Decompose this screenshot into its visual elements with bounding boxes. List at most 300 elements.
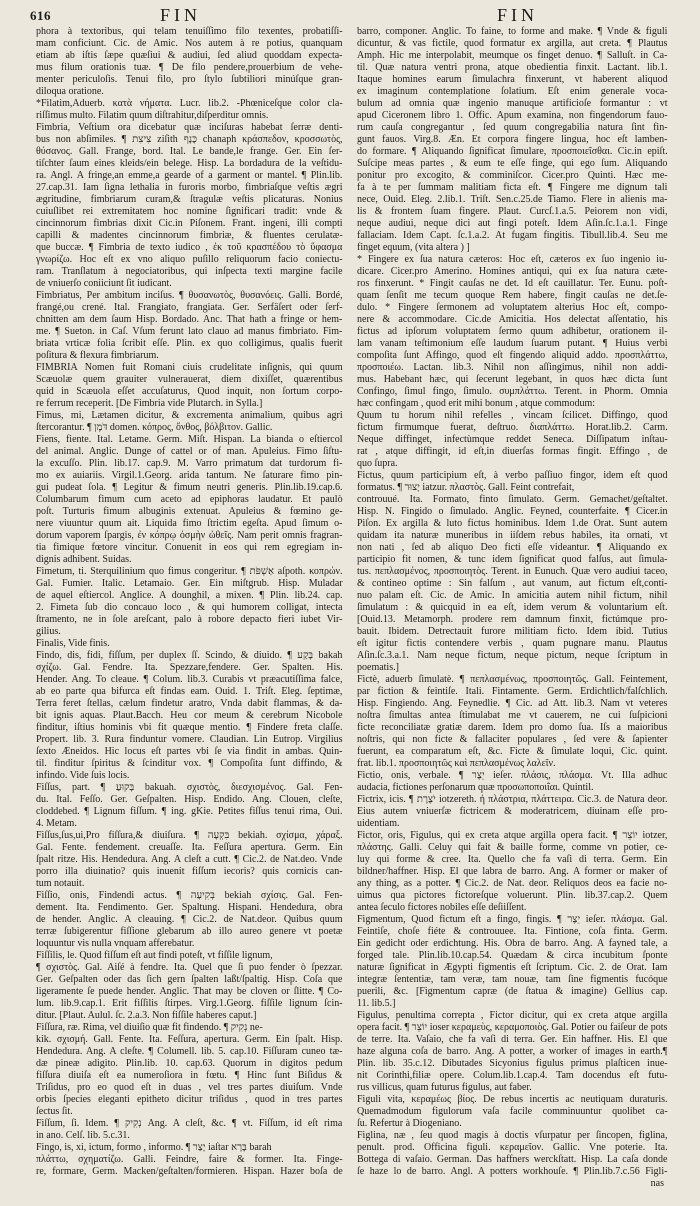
line-text: quo ſupra. bbox=[357, 458, 398, 469]
line-text: ros finxerunt. * Fingit cauſas ne det. Id eſt cauillatur. Ter. Eunu. poſt- bbox=[357, 278, 668, 289]
text-line bbox=[357, 842, 668, 854]
line-text: penult. prod. Officina figuli. κεραμεῖον. Gallic. Vne poterie. Ita. bbox=[357, 1142, 668, 1153]
text-line bbox=[36, 1130, 343, 1142]
line-text: fuerunt, ea comparatum eſt, &c. Ficte & ſimulate loqui, Cic. quint. bbox=[357, 746, 668, 757]
line-text: 11. lib.5.] bbox=[357, 998, 396, 1009]
line-text: 2. Fimeta ſub dio concauo loco , & qui humorem colligat, intecta bbox=[36, 602, 343, 613]
line-text: barro, componer. Anglic. To faine, to forme and make. ¶ Vnde & figuli bbox=[357, 26, 668, 37]
text-line bbox=[36, 110, 343, 122]
line-text: nit Corinthi,filiæ opere. Colum.lib.1.cap.4. Tam docendus eſt futu- bbox=[357, 1070, 668, 1081]
text-line bbox=[357, 1046, 668, 1058]
text-line bbox=[357, 206, 668, 218]
line-text: porro illa diuinatio? quis inuenit fiſſum iecoris? quis cornicis can- bbox=[36, 866, 343, 877]
line-text: dicare. Cicer.pro Amerino. Homines antiqui, qui ex ſua natura cæte- bbox=[357, 266, 668, 277]
line-text: lum. lib.9.cap.1. Erit fiſſilis ſtirpes. Virg.1.Georg. fiſſile lignum ſcin- bbox=[36, 998, 343, 1009]
text-line bbox=[357, 374, 668, 386]
line-text: gui pudeat ſola. ¶ Legitur & fimum neutri generis. Plin.lib.19.cap.6. bbox=[36, 482, 343, 493]
line-text: fallaciam. Idem Capt. ſc.1.a.2. At fugam fingitis. Tibull.lib.4. Seu me bbox=[357, 230, 668, 241]
line-text: Fictrix, icis. ¶ יֹצֶרֶת iotzereth. ἡ πλάστρια, πλάττειρα. Cic.3. de Natura deor. bbox=[357, 794, 668, 805]
text-line bbox=[36, 782, 343, 794]
text-line bbox=[357, 1166, 668, 1178]
line-text: Fiſſum, ſi. Idem. ¶ נְקִיק Ang. A cleſt, &c. ¶ vt. Fiſſum, id eſt rima bbox=[36, 1118, 343, 1129]
line-text: Fiſſura, ræ. Rima, vel diuiſio quæ fit findendo. ¶ נְקִיק ne- bbox=[36, 1022, 263, 1033]
text-line bbox=[357, 1130, 668, 1142]
text-line bbox=[36, 446, 343, 458]
text-line bbox=[357, 686, 668, 698]
line-text: quidam ita naturæ muneribus in iiſdem rebus habiles, ita ornati, vt bbox=[357, 530, 668, 541]
text-line bbox=[36, 1010, 343, 1022]
text-line bbox=[357, 446, 668, 458]
text-line bbox=[357, 698, 668, 710]
text-line bbox=[36, 230, 343, 242]
line-text: integræ ſententiæ, tam veræ, tam nouæ, tam ſine figmentis fucóque bbox=[357, 974, 668, 985]
line-text: luy qui forme & cree. Ita. Quello che fa vaſi di terra. Germ. Ein bbox=[357, 854, 668, 865]
line-text: dement. Ita. Fendimento. Ger. Spaltung. Hispani. Hendedura, obra bbox=[36, 902, 343, 913]
text-line bbox=[357, 806, 668, 818]
line-text: Scæuolæ quem grauiter vulnerauerat, diem dixiſſet, quærentibus bbox=[36, 374, 343, 385]
line-text: fiſſura diuiſa eſt ea numeroſiora in fœtu. ¶ Hinc ſunt Biſidus & bbox=[36, 1070, 343, 1081]
text-line bbox=[357, 74, 668, 86]
line-text: Fiſſus, part. ¶ בָּקוּעַ bakuah. σχιστὸς, διεσχισμένος. Gal. Fen- bbox=[36, 782, 343, 793]
text-line bbox=[36, 806, 343, 818]
text-line bbox=[36, 530, 343, 542]
line-text: non nati , ſed ab aliquo Deo ficti eſſe videantur. ¶ Aliquando ex bbox=[357, 542, 668, 553]
line-text: ra. Angl. A fringe,an emme,a gearde of a garment or mantel. ¶ Plin.lib. bbox=[36, 170, 343, 181]
line-text: cuiuſlibet rei extremitatem hoc nomine ſignificari tradit: vnde & bbox=[36, 206, 343, 217]
line-text: mus. Habebant hæc, qui ſecerunt legebant, in quos hæc dicta ſunt bbox=[357, 374, 668, 385]
line-text: gilius. bbox=[36, 626, 61, 637]
line-text: Triſidus, pro eo quod eſt in duas , vel tres partes diuiſum. Vnde bbox=[36, 1082, 343, 1093]
line-text: cincinnorum fimbrias dixit Cic.in Piſonem. Frant. ingeni, illi compti bbox=[36, 218, 343, 229]
text-line bbox=[357, 242, 668, 254]
text-line bbox=[357, 794, 668, 806]
text-line bbox=[357, 650, 668, 662]
text-line bbox=[36, 590, 343, 602]
line-text: etiam ab iſtis ſæpe quæſiui & audiui, ſed aliud quoddam expecta- bbox=[36, 50, 343, 61]
line-text: riſſimus multo. Filatim quum diſtrahitur,diſperditur omnis. bbox=[36, 110, 269, 121]
text-line bbox=[36, 122, 343, 134]
text-line bbox=[36, 1022, 343, 1034]
text-line bbox=[357, 482, 668, 494]
text-line bbox=[357, 554, 668, 566]
line-text: ſectus ſit. bbox=[36, 1106, 73, 1117]
line-text: diloqua oratione. bbox=[36, 86, 104, 97]
line-text: neque audiui, neque dici aut fingi poteſt. Idem Aſin.ſc.1.a.1. Finge bbox=[357, 218, 668, 229]
text-line bbox=[357, 326, 668, 338]
text-line bbox=[36, 278, 343, 290]
text-line bbox=[357, 230, 668, 242]
line-text: πλάστης. Galli. Celuy qui fait & baille forme, comme vn potier, ce- bbox=[357, 842, 668, 853]
text-line bbox=[36, 542, 343, 554]
line-text: Feintiſe, choſe fiéte & controuuee. Ita. Fintione, coſa finta. Germ. bbox=[357, 926, 668, 937]
page-number: 616 bbox=[30, 8, 51, 23]
line-text: Hisp. N. Fingido o ſimulado. Anglic. Feyned, counterfaite. ¶ Cicer.in bbox=[357, 506, 668, 517]
text-line bbox=[36, 1166, 343, 1178]
line-text: me. ¶ Sueton. in Caſ. Vſum ferunt lato clauo ad manus fimbriato. Fim- bbox=[36, 326, 343, 337]
line-text: apud Ciceronem libro 1. Offic. Apum examina, non fingendorum fauo- bbox=[357, 110, 668, 121]
line-text: Eius autem vniuerſæ fictricem & moderatricem, diuinam eſſe pro- bbox=[357, 806, 668, 817]
text-line bbox=[36, 650, 343, 662]
line-text: ponitur pro excogito, & comminiſcor. Cicer.pro Quinti. Hæc me- bbox=[357, 170, 668, 181]
line-text: προσποιέω. Lactan. lib.3. Nihil non aſſingimus, nihil non addi- bbox=[357, 362, 668, 373]
text-line bbox=[36, 986, 343, 998]
line-text: poſt. Turturis fimum albuginis extenuat. Apuleius & fœmino ge- bbox=[36, 506, 343, 517]
text-line bbox=[36, 770, 343, 782]
text-line bbox=[36, 1154, 343, 1166]
line-text: re, formare, Germ. Macken/geſtalten/formieren. Hispan. Hazer boſa de bbox=[36, 1166, 343, 1177]
line-text: dicuntur, & vas fictile, quod formatur ex argilla, aut creta. ¶ Plautus bbox=[357, 38, 668, 49]
line-text: la excuſſo. Plin. lib.17. cap.9. M. Varro primatum dat turdorum fi- bbox=[36, 458, 343, 469]
line-text: 27.cap.31. Iam ſigna lethalia in furoris morbo, fimbriaſque veſtis ægri bbox=[36, 182, 343, 193]
left-column bbox=[36, 26, 343, 1178]
line-text: Amph. Hic me interpolabit, meumque os finget denuo. ¶ Salluſt. in Ca- bbox=[357, 50, 668, 61]
text-line bbox=[357, 734, 668, 746]
text-line bbox=[357, 158, 668, 170]
line-text: fictus ad ipſorum voluptatem ſermo quum adhibetur, orationem il- bbox=[357, 326, 668, 337]
line-text: Figuli vita, κεραμέως βίος. De rebus incertis ac neutiquam duraturis. bbox=[357, 1094, 668, 1105]
line-text: Itaque homines earum ſimulachra finxerunt, vt haberent aliquod bbox=[357, 74, 668, 85]
text-line bbox=[357, 1022, 668, 1034]
text-line bbox=[36, 866, 343, 878]
text-line bbox=[36, 434, 343, 446]
text-line bbox=[36, 746, 343, 758]
text-line bbox=[36, 194, 343, 206]
text-line bbox=[36, 506, 343, 518]
text-line bbox=[36, 242, 343, 254]
line-text: opera facit. ¶ יוֹצֵר ioser κεραμεὺς, κεραμοποιὸς. Gal. Potier ou faiſeur de pots bbox=[357, 1022, 668, 1033]
line-text: chnitten am dem ſaum Hisp. Bordado. Anc. That hath a fringe or hem- bbox=[36, 314, 343, 325]
text-line bbox=[357, 746, 668, 758]
text-line bbox=[357, 302, 668, 314]
text-line bbox=[357, 50, 668, 62]
line-text: Quemadmodum figulorum vaſa facile comminuuntur quolibet ca- bbox=[357, 1106, 668, 1117]
text-line bbox=[357, 722, 668, 734]
line-text: Columbarum fimum cum aceto ad epiphoras laudatur. Et paulò bbox=[36, 494, 343, 505]
line-text: Piſon. Ex argilla & luto fictus hominibus. Idem 1.de Orat. Sunt autem bbox=[357, 518, 668, 529]
text-line bbox=[357, 494, 668, 506]
text-line bbox=[357, 434, 668, 446]
text-line bbox=[36, 554, 343, 566]
line-text: ſtercorantur. ¶ דֹּמֶן domen. κόπρος, ὄνθος, βόλβιτον. Gallic. bbox=[36, 422, 273, 433]
line-text: frangé,ou crené. Ital. Frangiato, frangiata. Ger. Serfäſert oder ſerf- bbox=[36, 302, 343, 313]
line-text: bauit. Ibidem. Detrectauit furore militiam ficto. Idem ibid. Tutius bbox=[357, 626, 668, 637]
text-line bbox=[357, 854, 668, 866]
text-line bbox=[36, 182, 343, 194]
line-text: tus. πεπλασμένος, προσποιητὸς. Terent. in Eunuch. Quæ vero audiui taceo, bbox=[357, 566, 668, 577]
line-text: de terre. Ita. Vaſaio, che fa vaſi di terra. Ger. Ein haffner. His. El que bbox=[357, 1034, 668, 1045]
line-text: Gal. Fumier. Italic. Letamaio. Ger. Ein miſtgrub. Hisp. Muladar bbox=[36, 578, 343, 589]
text-line bbox=[36, 878, 343, 890]
text-line bbox=[36, 38, 343, 50]
line-text: Fiens, fiente. Ital. Letame. Germ. Miſt. Hispan. La bianda o eſtiercol bbox=[36, 434, 343, 445]
text-line bbox=[36, 218, 343, 230]
text-line bbox=[36, 722, 343, 734]
line-text: forged tale. Plin.lib.10.cap.54. Quædam & circa incubitum ſponte bbox=[357, 950, 668, 961]
line-text: audacia, fictiones perſonarum quæ προσωποποιΐαι. Quintil. bbox=[357, 782, 594, 793]
text-line bbox=[36, 926, 343, 938]
text-line bbox=[357, 962, 668, 974]
line-text: dulo. * Fingere ſermonem ad voluptatem alterius Hoc eſt, compo- bbox=[357, 302, 668, 313]
text-line bbox=[36, 1106, 343, 1118]
line-text: Figlina, næ , ſeu quod magis à doctis vſurpatur per ſincopen, figlina, bbox=[357, 1130, 668, 1141]
line-text: Fictè, aduerb ſimulatè. ¶ πεπλασμένως, προσποιητῶς. Gall. Feintement, bbox=[357, 674, 668, 685]
line-text: til. Quæ natura ventri prona, atque obedientia finxit. Lactant. lib.1. bbox=[357, 62, 668, 73]
line-text: Quum tu horum nihil refelles , vincam ſcilicet. Diffingo, quod bbox=[357, 410, 668, 421]
text-line bbox=[357, 602, 668, 614]
line-text: gunt fauos. Virg.8. Æn. Et corpora fingere lingua, hoc eſt lamben- bbox=[357, 134, 668, 145]
line-text: fictum firmumque fuerat, deſtruo. διαπλάττω. Horat.lib.2. Carm. bbox=[357, 422, 668, 433]
line-text: mo ex auiariis. Virgil.1.Georg. arida tantum. Ne ſaturare fimo pin- bbox=[36, 470, 343, 481]
line-text: Suſcipe meas partes , & eum te eſſe finge, qui ego ſum. Aliquando bbox=[357, 158, 668, 169]
text-line bbox=[36, 386, 343, 398]
line-text: ab eo parte qua bifurca eſt findas eam. Ouid. 1. Triſt. Eleg. ſeptimæ, bbox=[36, 686, 343, 697]
text-line bbox=[36, 206, 343, 218]
text-line bbox=[357, 926, 668, 938]
text-line bbox=[357, 758, 668, 770]
text-line bbox=[357, 314, 668, 326]
line-text: compoſita ſunt Affingo, quod eſt fingendo aliquid addo. προσπλάττω, bbox=[357, 350, 668, 361]
text-line bbox=[36, 674, 343, 686]
line-text: ¶ σχιστὸς. Gal. Aiſé à fendre. Ita. Quel que ſi puo fender ò ſpezzar. bbox=[36, 962, 343, 973]
line-text: θύσανος. Gall. Frange, bord. Ital. Le bande,le frange. Ger. Ein ſer- bbox=[36, 146, 343, 157]
text-line bbox=[357, 938, 668, 950]
line-text: Fiſſilis, le. Quod fiſſum eſt aut findi poteſt, vt fiſſile lignum, bbox=[36, 950, 273, 961]
line-text: Ein gedicht oder erdichtung. His. Obra de barro. Ang. A fayned tale, a bbox=[357, 938, 668, 949]
line-text: mam conficiunt. Cic. de Amic. Nos autem à re potius, quanquam bbox=[36, 38, 343, 49]
text-line bbox=[357, 914, 668, 926]
text-line bbox=[357, 506, 668, 518]
line-text: antea ſeculo fictores nobiles eſſe deſiiſſent. bbox=[357, 902, 527, 913]
line-text: Fictor, oris, Figulus, qui ex creta atque argilla opera facit. ¶ יוֹצֵר iotzer, bbox=[357, 830, 668, 841]
text-line bbox=[36, 1070, 343, 1082]
text-line bbox=[36, 626, 343, 638]
text-line bbox=[357, 122, 668, 134]
running-head-right: FIN bbox=[497, 5, 539, 25]
line-text: Hisp. Fingiendo. Ang. Feynedlie. ¶ Cic. ad Att. lib.3. Nam vt veteres bbox=[357, 698, 668, 709]
text-line bbox=[357, 266, 668, 278]
text-line bbox=[357, 410, 668, 422]
line-text: mus filum orationis tuæ. ¶ De filo pendere,prouerbium de vehe- bbox=[36, 62, 343, 73]
line-text: Fimetum, ti. Sterquilinium quo fimus congeritur. ¶ אַשְׁפֹּת aſpoth. κοπρών. bbox=[36, 566, 343, 577]
text-line bbox=[36, 854, 343, 866]
line-text: nece, Ouid. Eleg. 2.lib.1. Triſt. Sen.c.25.de Tiamo. Flere in alienis ma- bbox=[357, 194, 668, 205]
text-line bbox=[357, 782, 668, 794]
line-text: tia fimique fœtore vincitur. Conuenit in eos qui rem egregiam in- bbox=[36, 542, 343, 553]
text-line bbox=[357, 590, 668, 602]
line-text: *Filatim,Aduerb. κατὰ νήματα. Lucr. lib.2. -Phœniceſque color cla- bbox=[36, 98, 343, 109]
line-text: infindo. Vide ſuis locis. bbox=[36, 770, 130, 781]
text-line bbox=[36, 362, 343, 374]
line-text: poematis.] bbox=[357, 662, 399, 673]
text-line bbox=[357, 278, 668, 290]
line-text: de aquel eſtiercol. Anglice. A dounghil, a mixen. ¶ Plin. lib.24. cap. bbox=[36, 590, 343, 601]
line-text: de vniuerſo coniiciunt ſit iudicant. bbox=[36, 278, 172, 289]
text-line bbox=[36, 1118, 343, 1130]
text-line bbox=[357, 950, 668, 962]
line-text: ſe haze lo de barro. Angl. A potters workhouſe. ¶ Plin.lib.7.c.56 Figli- bbox=[357, 1166, 668, 1177]
text-line bbox=[357, 1154, 668, 1166]
text-line bbox=[357, 62, 668, 74]
text-line bbox=[357, 626, 668, 638]
line-text: Neque diffinget, infectùmque reddet Seneca. Diſſipatum inſtau- bbox=[357, 434, 668, 445]
line-text: capilli & madentes cincinnorum fimbriæ, & fluentes cerulatæ- bbox=[36, 230, 343, 241]
line-text: bildner/haffner. Hisp. El que labra de barro. Ang. A former or maker of bbox=[357, 866, 668, 877]
line-text: fa à te per ſummam malitiam ficta eſt. ¶ Fingere me dignum tali bbox=[357, 182, 668, 193]
text-line bbox=[357, 1106, 668, 1118]
line-text: re ferrum receperit. [De Fimbria vide Plutarch. in Sylla.] bbox=[36, 398, 263, 409]
line-text: [Ouid.13. Metamorph. prodere rem damnum finxit, fictúmque pro- bbox=[357, 614, 668, 625]
text-line bbox=[36, 314, 343, 326]
line-text: bulum ad omnia quæ ingenio manuque artificioſe formantur : vt bbox=[357, 98, 668, 109]
text-line bbox=[36, 1082, 343, 1094]
line-text: dignis adhibent. Suidas. bbox=[36, 554, 132, 565]
text-line bbox=[36, 638, 343, 650]
text-line bbox=[357, 1070, 668, 1082]
line-text: noſtris, qui non ficte & fallaciter populares , ſed vere & ſapienter bbox=[357, 734, 668, 745]
text-line bbox=[36, 158, 343, 170]
line-text: uidentiam. bbox=[357, 818, 400, 829]
text-line bbox=[36, 266, 343, 278]
line-text: Finalis, Vide finis. bbox=[36, 638, 110, 649]
line-text: bit ignis aquas. Plaut.Bacch. Heu cor meum & cerebrum Nicobole bbox=[36, 710, 343, 721]
text-line bbox=[357, 866, 668, 878]
line-text: ficte reconciliatæ gratiæ darem. Idem pro domo ſua. Iſs a maioribus bbox=[357, 722, 668, 733]
line-text: dæ pineæ adigito. Plin.lib. 10. cap.63. Quorum in digitos pedum bbox=[36, 1058, 343, 1069]
text-line bbox=[357, 254, 668, 266]
right-column bbox=[357, 26, 668, 1190]
line-text: σχίζω. Gal. Fendre. Ita. Spezzare,fendere. Ger. Spalten. His. bbox=[36, 662, 343, 673]
line-text: Figmentum, Quod fictum eſt a fingo, fingis. ¶ יֵצֶר ieſer. πλάσμα. Gal. bbox=[357, 914, 668, 925]
text-line bbox=[36, 326, 343, 338]
text-line bbox=[357, 38, 668, 50]
text-line bbox=[357, 110, 668, 122]
text-line bbox=[36, 974, 343, 986]
text-line bbox=[36, 578, 343, 590]
text-line bbox=[36, 914, 343, 926]
running-head-left: FIN bbox=[160, 5, 202, 25]
text-line bbox=[357, 1058, 668, 1070]
line-text: uimus qua pictores fictoreſque voluerunt. Plin. lib.37.cap.2. Quem bbox=[357, 890, 668, 901]
line-text: ſtramento, ne in ſole areſcant, palo à robore depacto fieri iubet Vir- bbox=[36, 614, 343, 625]
text-line bbox=[36, 890, 343, 902]
text-line bbox=[357, 1034, 668, 1046]
text-line bbox=[357, 386, 668, 398]
text-line bbox=[36, 146, 343, 158]
line-text: finget equum, (vita altera ) ] bbox=[357, 242, 470, 253]
line-text: Findo, dis, fidi, fiſſum, per duplex ſſ. Scindo, & diuido. ¶ בָּקַע bakah bbox=[36, 650, 343, 661]
line-text: quid in Scæuola eſſet accuſaturus, Quod inquit, non ſortum corpo- bbox=[36, 386, 343, 397]
text-line bbox=[357, 1082, 668, 1094]
text-line bbox=[357, 194, 668, 206]
line-text: ſexto Æneidos. Hic locus eſt partes vbi ſe via findit in ambas. Quin- bbox=[36, 746, 343, 757]
line-text: do formare. ¶ Aliquando ſignificat ſimulare, προσποιεῖσθαι. Cic.in epiſt. bbox=[357, 146, 668, 157]
line-text: du. Ital. Feſſo. Ger. Geſpalten. Hisp. Endido. Ang. Clouen, cleſte, bbox=[36, 794, 343, 805]
text-line bbox=[357, 26, 668, 38]
line-text: ex imaginum contemplatione ſolatium. Eſt enim generale voca- bbox=[357, 86, 668, 97]
line-text: Figulus, penultima correpta , Fictor dicitur, qui ex creta atque argilla bbox=[357, 1010, 668, 1021]
line-text: rat , atque diffingit, id eſt,in diuerſas formas fingit. Effingo , de bbox=[357, 446, 668, 457]
line-text: Fictus, quum participium eſt, à verbo paſſiuo fingor, idem eſt quod bbox=[357, 470, 668, 481]
line-text: ægritudine, fimbriarum curam,& ſtragulæ veſtis plicaturas. Nonius bbox=[36, 194, 343, 205]
line-text: de hender. Anglic. A cleauing. ¶ Cic.2. de Nat.deor. Quibus quum bbox=[36, 914, 343, 925]
line-text: Fictio, onis, verbale. ¶ יֵצֶר ieſer. πλάσις, πλάσμα. Vt. Illa adhuc bbox=[357, 770, 668, 781]
line-text: rus villicus, quam futurus figulus, aut faber. bbox=[357, 1082, 532, 1093]
line-text: tum notauit. bbox=[36, 878, 85, 889]
text-line bbox=[36, 50, 343, 62]
text-line bbox=[357, 638, 668, 650]
text-line bbox=[36, 254, 343, 266]
line-text: Fiſſio, onis, Findendi actus. ¶ בְּקִיעָה bekiah σχίσις. Gal. Fen- bbox=[36, 890, 343, 901]
text-line bbox=[357, 98, 668, 110]
line-text: ligeramente ſe puede hender. Anglic. That may be cloven or ſlitte. ¶ Co- bbox=[36, 986, 343, 997]
text-line bbox=[36, 698, 343, 710]
text-line bbox=[36, 1142, 343, 1154]
text-line bbox=[36, 1046, 343, 1058]
text-line bbox=[36, 902, 343, 914]
text-line bbox=[36, 74, 343, 86]
line-text: del animal. Anglic. Dunge of cattel or of man. Apuleius. Fimo ſiſtu- bbox=[36, 446, 343, 457]
text-line bbox=[357, 86, 668, 98]
text-line bbox=[36, 1094, 343, 1106]
text-line bbox=[36, 374, 343, 386]
line-text: Plin. lib. 35.c.12. Dibutades Sicyonius figulus primus plaſticen inue- bbox=[357, 1058, 668, 1069]
text-line bbox=[36, 458, 343, 470]
text-line bbox=[36, 470, 343, 482]
text-line bbox=[36, 26, 343, 38]
line-text: * Fingere ex ſua natura cæteros: Hoc eſt, cæteros ex ſuo ingenio iu- bbox=[357, 254, 668, 265]
line-text: ſu. Refertur à Diogeniano. bbox=[357, 1118, 462, 1129]
text-line bbox=[357, 974, 668, 986]
line-text: formatus. ¶ יָצוּר iatzur. πλαστὸς. Gall. Feint contrefait, bbox=[357, 482, 575, 493]
line-text: finditur, iſtius hominis vbi fit quæque mentio. ¶ Findere freta claſſe. bbox=[36, 722, 343, 733]
text-line bbox=[357, 1118, 668, 1130]
text-line bbox=[357, 362, 668, 374]
text-line bbox=[357, 530, 668, 542]
line-text: que buccæ. ¶ Fimbria de texto iudico , ἐκ τοῦ κρασπέδου τὸ ὕφασμα bbox=[36, 242, 343, 253]
line-text: nere viuuntur quum ait. Liquida fimo ſtrictim egeſta. Apud ſimum o- bbox=[36, 518, 343, 529]
text-line bbox=[36, 602, 343, 614]
line-text: πλάττω, σχηματίζω. Galli. Feindre, faire & former. Ita. Finge- bbox=[36, 1154, 343, 1165]
line-text: Hendedura. Ang. A cleſte. ¶ Columell. lib. 5. cap.10. Fiſſuram cuneo tæ- bbox=[36, 1046, 343, 1057]
line-text: haze alguna coſa de barro. Ang. A potter, a worker of images in earth.¶ bbox=[357, 1046, 668, 1057]
line-text: controuué. Ita. Formato, finto ſimulato. Germ. Gemachet/geſtaltet. bbox=[357, 494, 668, 505]
text-line bbox=[36, 62, 343, 74]
text-line bbox=[357, 470, 668, 482]
text-line bbox=[357, 398, 668, 410]
text-line bbox=[357, 998, 668, 1010]
line-text: Fimbriatus, Per ambitum inciſus. ¶ θυσανωτὸς, θυσανόεις. Galli. Bordé, bbox=[36, 290, 343, 301]
text-line bbox=[36, 170, 343, 182]
line-text: eſt igitur fictis contendere verbis , quam pugnare manu. Plautus bbox=[357, 638, 668, 649]
line-text: Propert. lib. 3. Rura finduntur vomere. Claudian. Lin Eutrop. Virgilius bbox=[36, 734, 343, 745]
line-text: γνωρίζω. Hoc eſt ex vno aliquo puſillo reliquorum facio coniectu- bbox=[36, 254, 343, 265]
text-line bbox=[357, 878, 668, 890]
text-line bbox=[36, 302, 343, 314]
text-line bbox=[36, 830, 343, 842]
text-line bbox=[36, 410, 343, 422]
text-line bbox=[357, 614, 668, 626]
text-line bbox=[357, 890, 668, 902]
line-text: cloddebed. ¶ Lignum fiſſum. ¶ ing. gKie. Petites fiſſus tenui rima, Oui. bbox=[36, 806, 343, 817]
line-text: noſtra ſimultas antea ſtimulabat me vt cauerem, ne cui ſuſpicioni bbox=[357, 710, 668, 721]
line-text: nuo palam eſt. Cic. de Amic. In amicitia autem nihil fictum, nihil bbox=[357, 590, 668, 601]
text-line bbox=[357, 338, 668, 350]
line-text: ram. Tranſlatum à negociatoribus, qui inſpecta texti margine facile bbox=[36, 266, 343, 277]
text-line bbox=[36, 710, 343, 722]
text-line bbox=[36, 1034, 343, 1046]
text-line bbox=[36, 842, 343, 854]
line-text: ditur. [Plaut. Aulul. ſc. 2.a.3. Non fiſſile haberes caput.] bbox=[36, 1010, 257, 1021]
